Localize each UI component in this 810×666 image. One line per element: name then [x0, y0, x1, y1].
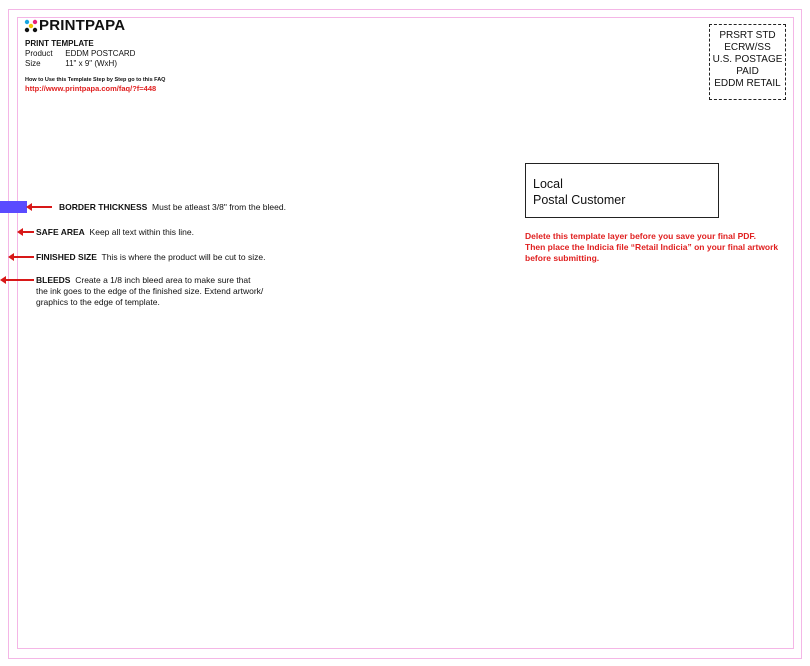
legend-bleeds-text: graphics to the edge of template. [36, 297, 160, 307]
address-line-1: Local [533, 177, 563, 191]
postage-indicia [709, 24, 786, 100]
legend-border [59, 202, 286, 213]
border-arrow-icon [31, 206, 52, 208]
warning-line: before submitting. [525, 253, 600, 263]
indicia-line: ECRW/SS [724, 42, 771, 53]
finished-arrow-icon [13, 256, 34, 258]
legend-border-text: Must be atleast 3/8" from the bleed. [152, 202, 286, 212]
indicia-line: EDDM RETAIL [714, 78, 781, 89]
faq-link[interactable]: http://www.printpapa.com/faq/?f=448 [25, 84, 157, 93]
safe-arrow-icon [22, 231, 34, 233]
legend-finished-text: This is where the product will be cut to size. [101, 252, 266, 262]
template-info [25, 39, 135, 69]
legend-bleeds-text: Create a 1/8 inch bleed area to make sure that [75, 275, 251, 285]
legend-bleeds [36, 275, 263, 308]
legend-bleeds-title: BLEEDS [36, 275, 71, 285]
template-heading: PRINT TEMPLATE [25, 39, 94, 48]
warning-line: Delete this template layer before you save your final PDF. [525, 231, 756, 241]
logo-mark-icon [24, 19, 38, 33]
legend-border-title: BORDER THICKNESS [59, 202, 148, 212]
address-box [525, 163, 719, 218]
bleeds-arrow-icon [5, 279, 34, 281]
address-line-2: Postal Customer [533, 193, 626, 207]
printpapa-logo [24, 17, 125, 34]
legend-finished-title: FINISHED SIZE [36, 252, 97, 262]
size-value: 11" x 9" (WxH) [65, 59, 117, 68]
product-label: Product [25, 49, 53, 58]
safe-area-line [17, 17, 794, 649]
product-value: EDDM POSTCARD [65, 49, 136, 58]
border-thickness-swatch [0, 201, 27, 213]
indicia-line: PAID [736, 66, 759, 77]
warning-line: Then place the Indicia file “Retail Indicia” on your final artwork [525, 242, 779, 252]
indicia-line: U.S. POSTAGE [712, 54, 783, 65]
indicia-line: PRSRT STD [719, 30, 776, 41]
legend-safe-text: Keep all text within this line. [89, 227, 194, 237]
legend-safe [36, 227, 194, 238]
legend-finished [36, 252, 265, 263]
faq-label: How to Use this Template Step by Step go to this FAQ [25, 77, 166, 83]
legend-bleeds-text: the ink goes to the edge of the finished size. Extend artwork/ [36, 286, 264, 296]
size-label: Size [25, 59, 41, 68]
template-warning [525, 231, 810, 264]
logo-text: PRINTPAPA [39, 17, 126, 34]
legend-safe-title: SAFE AREA [36, 227, 85, 237]
